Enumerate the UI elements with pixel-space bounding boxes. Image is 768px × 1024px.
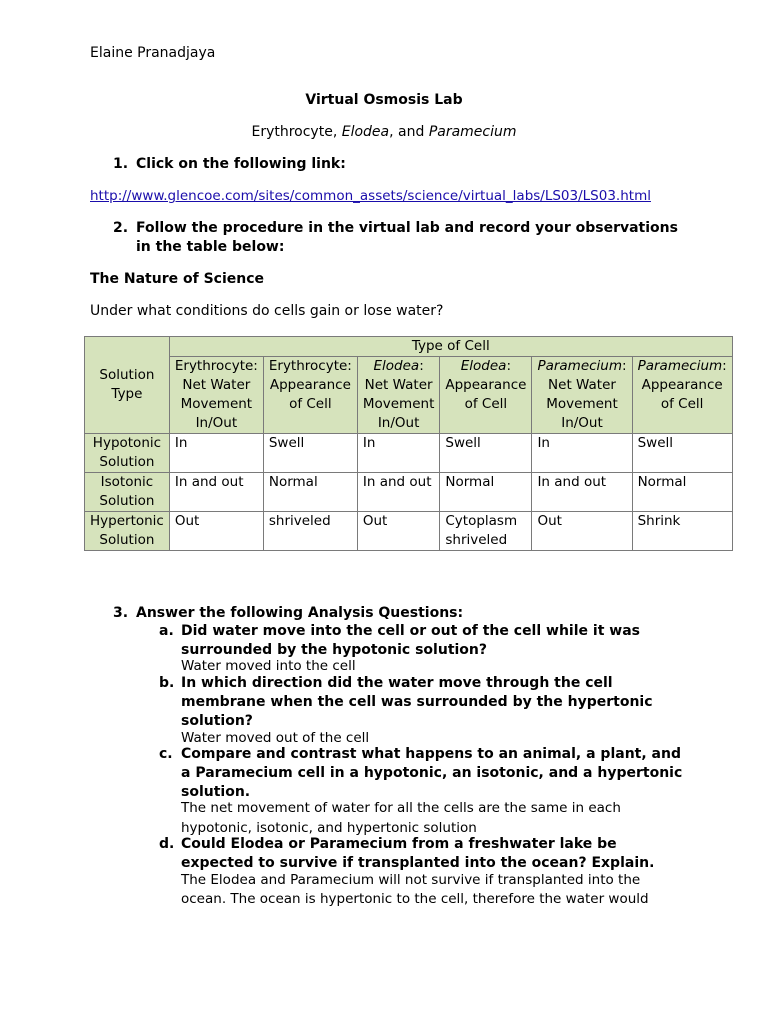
question-b-line: membrane when the cell was surrounded by the hypertonic bbox=[181, 694, 653, 710]
column-header: Elodea: Net Water Movement In/Out bbox=[357, 357, 440, 434]
table-cell: Swell bbox=[632, 434, 732, 473]
type-of-cell-header: Type of Cell bbox=[169, 337, 732, 357]
solution-type-header: Solution Type bbox=[85, 337, 170, 434]
virtual-lab-link[interactable]: http://www.glencoe.com/sites/common_assets/science/virtual_labs/LS03/LS03.html bbox=[90, 188, 651, 204]
question-d-letter: d. bbox=[159, 836, 175, 852]
question-c-line: a Paramecium cell in a hypotonic, an isotonic, and a hypertonic bbox=[181, 765, 683, 781]
answer-c-line: hypotonic, isotonic, and hypertonic solution bbox=[181, 820, 477, 836]
table-cell: Out bbox=[169, 512, 263, 551]
table-cell: shriveled bbox=[263, 512, 357, 551]
answer-a: Water moved into the cell bbox=[181, 658, 356, 674]
column-header: Elodea: Appearance of Cell bbox=[440, 357, 532, 434]
row-label: Isotonic Solution bbox=[85, 473, 170, 512]
table-cell: Out bbox=[532, 512, 632, 551]
observations-table bbox=[84, 336, 733, 551]
page-title: Virtual Osmosis Lab bbox=[305, 92, 463, 108]
question-d-line: expected to survive if transplanted into the ocean? Explain. bbox=[181, 855, 655, 871]
table-cell: Normal bbox=[263, 473, 357, 512]
page-subtitle: Erythrocyte, Elodea, and Paramecium bbox=[251, 124, 517, 140]
column-header: Paramecium: Appearance of Cell bbox=[632, 357, 732, 434]
section-heading: The Nature of Science bbox=[90, 271, 265, 287]
step-1-text: Click on the following link: bbox=[136, 156, 346, 172]
table-cell: Normal bbox=[440, 473, 532, 512]
table-row bbox=[85, 434, 733, 473]
table-cell: In and out bbox=[532, 473, 632, 512]
table-cell: In bbox=[169, 434, 263, 473]
question-b-line: solution? bbox=[181, 713, 253, 729]
answer-d-line: The Elodea and Paramecium will not survive if transplanted into the bbox=[181, 872, 641, 888]
answer-b: Water moved out of the cell bbox=[181, 730, 370, 746]
step-2-number: 2. bbox=[113, 220, 129, 236]
column-header: Erythrocyte: Appearance of Cell bbox=[263, 357, 357, 434]
step-2-line-2: in the table below: bbox=[136, 239, 285, 255]
question-b-line: In which direction did the water move through the cell bbox=[181, 675, 613, 691]
table-row bbox=[85, 473, 733, 512]
column-header: Paramecium: Net Water Movement In/Out bbox=[532, 357, 632, 434]
question-c-line: Compare and contrast what happens to an animal, a plant, and bbox=[181, 746, 681, 762]
question-c-letter: c. bbox=[159, 746, 173, 762]
table-cell: Swell bbox=[440, 434, 532, 473]
answer-d-line: ocean. The ocean is hypertonic to the cell, therefore the water would bbox=[181, 891, 649, 907]
table-cell: Out bbox=[357, 512, 440, 551]
question-a-line: Did water move into the cell or out of the cell while it was bbox=[181, 623, 640, 639]
table-cell: In bbox=[357, 434, 440, 473]
question-a-line: surrounded by the hypotonic solution? bbox=[181, 642, 488, 658]
step-3-text: Answer the following Analysis Questions: bbox=[136, 605, 464, 621]
question-intro: Under what conditions do cells gain or lose water? bbox=[90, 303, 444, 319]
table-cell: Cytoplasm shriveled bbox=[440, 512, 532, 551]
author-name: Elaine Pranadjaya bbox=[90, 45, 216, 61]
column-header: Erythrocyte: Net Water Movement In/Out bbox=[169, 357, 263, 434]
table-cell: Swell bbox=[263, 434, 357, 473]
question-d-line: Could Elodea or Paramecium from a freshwater lake be bbox=[181, 836, 617, 852]
table-cell: In and out bbox=[357, 473, 440, 512]
table-cell: Shrink bbox=[632, 512, 732, 551]
question-c-line: solution. bbox=[181, 784, 251, 800]
step-3-number: 3. bbox=[113, 605, 129, 621]
step-1-number: 1. bbox=[113, 156, 129, 172]
table-cell: Normal bbox=[632, 473, 732, 512]
table-row bbox=[85, 512, 733, 551]
table-cell: In bbox=[532, 434, 632, 473]
step-2-line-1: Follow the procedure in the virtual lab and record your observations bbox=[136, 220, 678, 236]
question-a-letter: a. bbox=[159, 623, 174, 639]
answer-c-line: The net movement of water for all the cells are the same in each bbox=[181, 800, 621, 816]
table-cell: In and out bbox=[169, 473, 263, 512]
row-label: Hypertonic Solution bbox=[85, 512, 170, 551]
row-label: Hypotonic Solution bbox=[85, 434, 170, 473]
question-b-letter: b. bbox=[159, 675, 175, 691]
